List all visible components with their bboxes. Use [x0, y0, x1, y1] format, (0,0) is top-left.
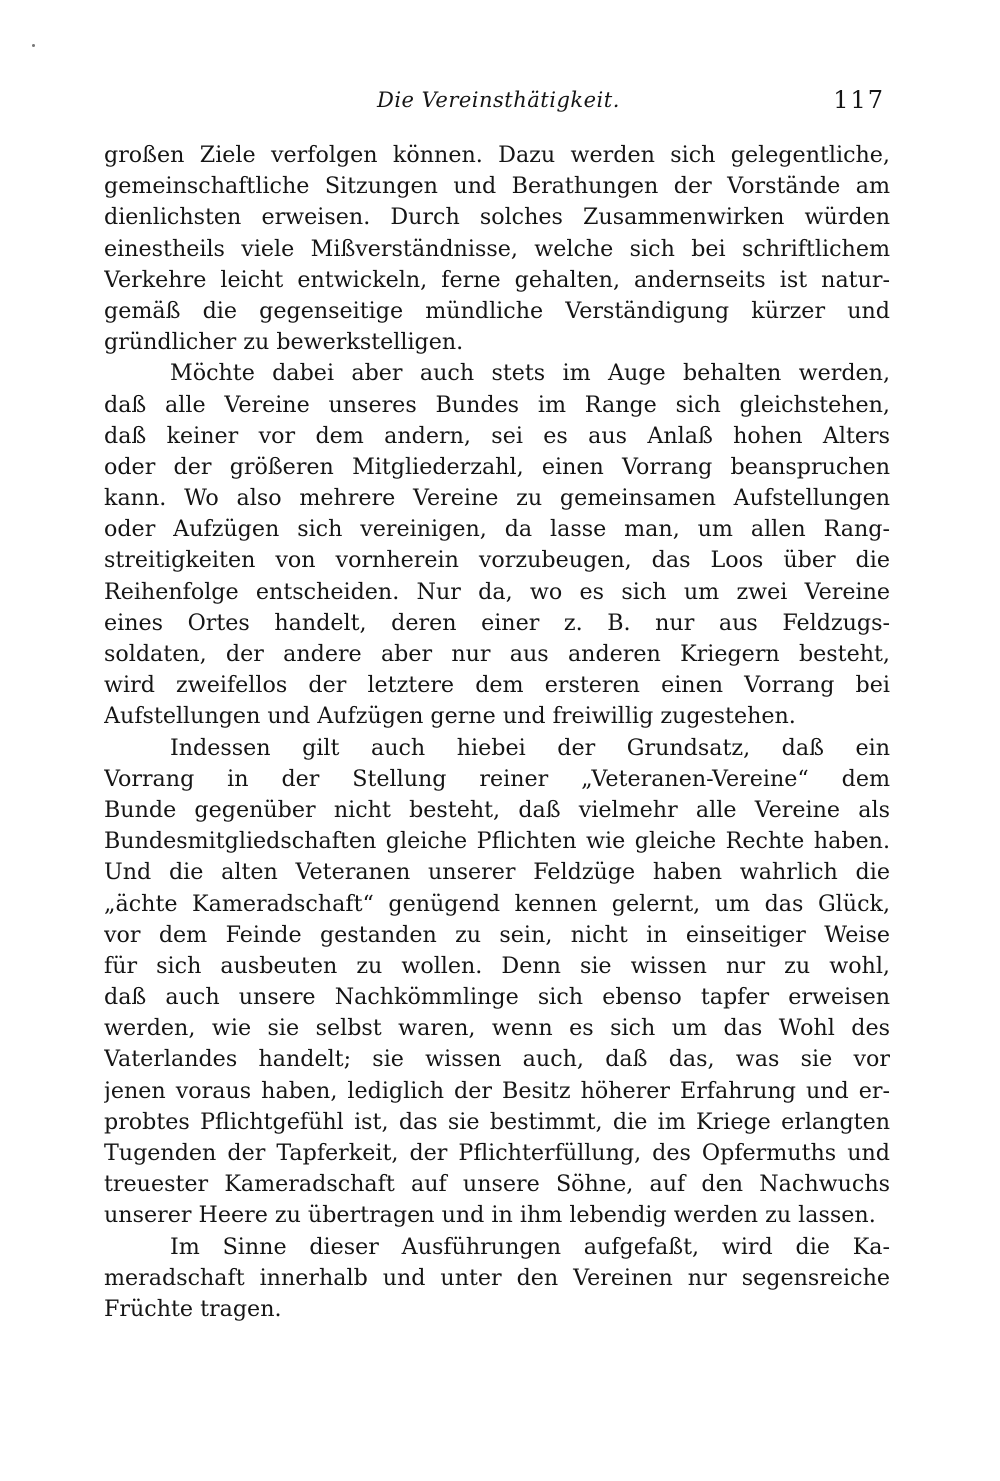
- text-line: Bundesmitgliedschaften gleiche Pflichten wie gleiche Rechte haben.: [104, 828, 890, 855]
- text-line: unserer Heere zu übertragen und in ihm lebendig werden zu lassen.: [104, 1202, 876, 1229]
- text-line: daß auch unsere Nachkömmlinge sich ebenso tapfer erweisen: [104, 984, 890, 1011]
- text-line: oder der größeren Mitgliederzahl, einen Vorrang beanspruchen: [104, 453, 890, 480]
- text-line: einestheils viele Mißverständnisse, welche sich bei schriftlichem: [104, 235, 890, 262]
- text-line: für sich ausbeuten zu wollen. Denn sie wissen nur zu wohl,: [104, 952, 890, 979]
- text-line: Reihenfolge entscheiden. Nur da, wo es sich um zwei Vereine: [104, 578, 890, 605]
- text-line: „ächte Kameradschaft“ genügend kennen gelernt, um das Glück,: [104, 890, 890, 917]
- text-line: wird zweifellos der letztere dem ersteren einen Vorrang bei: [104, 672, 890, 699]
- paragraph-start-line: Indessen gilt auch hiebei der Grundsatz, daß ein: [170, 734, 890, 761]
- text-line: gründlicher zu bewerkstelligen.: [104, 329, 464, 356]
- text-line: soldaten, der andere aber nur aus anderen Kriegern besteht,: [104, 641, 890, 667]
- paragraph-start-line: Im Sinne dieser Ausführungen aufgefaßt, wird die Ka-: [170, 1233, 890, 1260]
- text-line: kann. Wo also mehrere Vereine zu gemeinsamen Aufstellungen: [104, 485, 890, 512]
- text-line: treuester Kameradschaft auf unsere Söhne, auf den Nachwuchs: [104, 1171, 890, 1198]
- text-line: streitigkeiten von vornherein vorzubeugen, das Loos über die: [104, 547, 890, 574]
- text-line: großen Ziele verfolgen können. Dazu werden sich gelegentliche,: [104, 142, 890, 168]
- text-line: Und die alten Veteranen unserer Feldzüge haben wahrlich die: [104, 859, 890, 886]
- text-line: Verkehre leicht entwickeln, ferne gehalten, andernseits ist natur-: [104, 266, 890, 293]
- text-line: gemäß die gegenseitige mündliche Verständigung kürzer und: [104, 297, 890, 324]
- text-line: vor dem Feinde gestanden zu sein, nicht in einseitiger Weise: [104, 921, 890, 948]
- running-title: Die Vereinsthätigkeit.: [377, 88, 620, 112]
- text-line: gemeinschaftliche Sitzungen und Berathungen der Vorstände am: [104, 173, 890, 200]
- text-line: Tugenden der Tapferkeit, der Pflichterfüllung, des Opfermuths und: [104, 1140, 890, 1166]
- text-line: Vaterlandes handelt; sie wissen auch, daß das, was sie vor: [104, 1046, 890, 1073]
- text-line: probtes Pflichtgefühl ist, das sie bestimmt, die im Kriege erlangten: [104, 1108, 890, 1135]
- text-line: Aufstellungen und Aufzügen gerne und freiwillig zugestehen.: [104, 703, 796, 730]
- text-line: Vorrang in der Stellung reiner „Veteranen-Vereine“ dem: [104, 765, 890, 792]
- paragraph-start-line: Möchte dabei aber auch stets im Auge behalten werden,: [170, 360, 890, 387]
- text-line: Bunde gegenüber nicht besteht, daß vielmehr alle Vereine als: [104, 796, 890, 823]
- text-line: daß keiner vor dem andern, sei es aus Anlaß hohen Alters: [104, 422, 890, 449]
- text-line: daß alle Vereine unseres Bundes im Range sich gleichstehen,: [104, 391, 890, 418]
- body-text: [104, 140, 890, 1325]
- running-head: [105, 88, 885, 122]
- text-line: meradschaft innerhalb und unter den Vereinen nur segensreiche: [104, 1264, 890, 1291]
- text-line: oder Aufzügen sich vereinigen, da lasse man, um allen Rang-: [104, 516, 890, 543]
- text-line: eines Ortes handelt, deren einer z. B. nur aus Feldzugs-: [104, 609, 890, 636]
- text-line: werden, wie sie selbst waren, wenn es sich um das Wohl des: [104, 1015, 890, 1042]
- scan-speck: [32, 44, 35, 47]
- text-line: Früchte tragen.: [104, 1295, 282, 1322]
- page-number: 117: [833, 86, 885, 114]
- text-line: jenen voraus haben, lediglich der Besitz höherer Erfahrung und er-: [104, 1077, 890, 1104]
- text-line: dienlichsten erweisen. Durch solches Zusammenwirken würden: [104, 204, 890, 231]
